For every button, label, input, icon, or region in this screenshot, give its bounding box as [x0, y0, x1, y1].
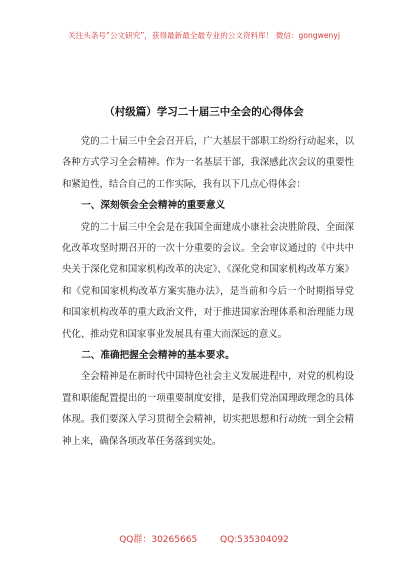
document-title: （村级篇）学习二十届三中全会的心得体会	[104, 106, 304, 118]
section-heading-2: 二、准确把握全会精神的基本要求。	[81, 350, 235, 362]
intro-paragraph: 党的二十届三中全会召开后，广大基层干部职工纷纷行动起来，以各种方式学习全会精神。作为一名基层干部，我深感此次会议的重要性和紧迫性，结合自己的工作实际，我有以下几点心得体会：	[62, 136, 354, 190]
footer-qq: QQ:535304092	[220, 535, 289, 545]
header-note: 关注头条号“公文研究”，获得最新最全最专业的公文资料库！ 微信：gongwenyj	[68, 31, 340, 40]
footer-contact	[0, 532, 408, 545]
section-2-paragraph: 全会精神是在新时代中国特色社会主义发展进程中，对党的机构设置和职能配置提出的一项重要制度安排，是我们党治国理政理念的具体体现。我们要深入学习贯彻全会精神，切实把思想和行动统一到全会精神上来，确保各项改革任务落到实处。	[62, 371, 354, 447]
footer-qq-group: QQ群：30265665	[119, 535, 198, 545]
document-body	[62, 131, 354, 452]
section-heading-1: 一、深刻领会全会精神的重要意义	[81, 200, 226, 212]
section-1-paragraph: 党的二十届三中全会是在我国全面建成小康社会决胜阶段、全面深化改革攻坚时期召开的一次十分重要的会议。全会审议通过的《中共中央关于深化党和国家机构改革的决定》、《深化党和国家机构改革方案》和《党和国家机构改革方案实施办法》，是当前和今后一个时期指导党和国家机构改革的重大政治文件，对于推进国家治理体系和治理能力现代化、推动党和国家事业发展具有重大而深远的意义。	[62, 221, 354, 340]
